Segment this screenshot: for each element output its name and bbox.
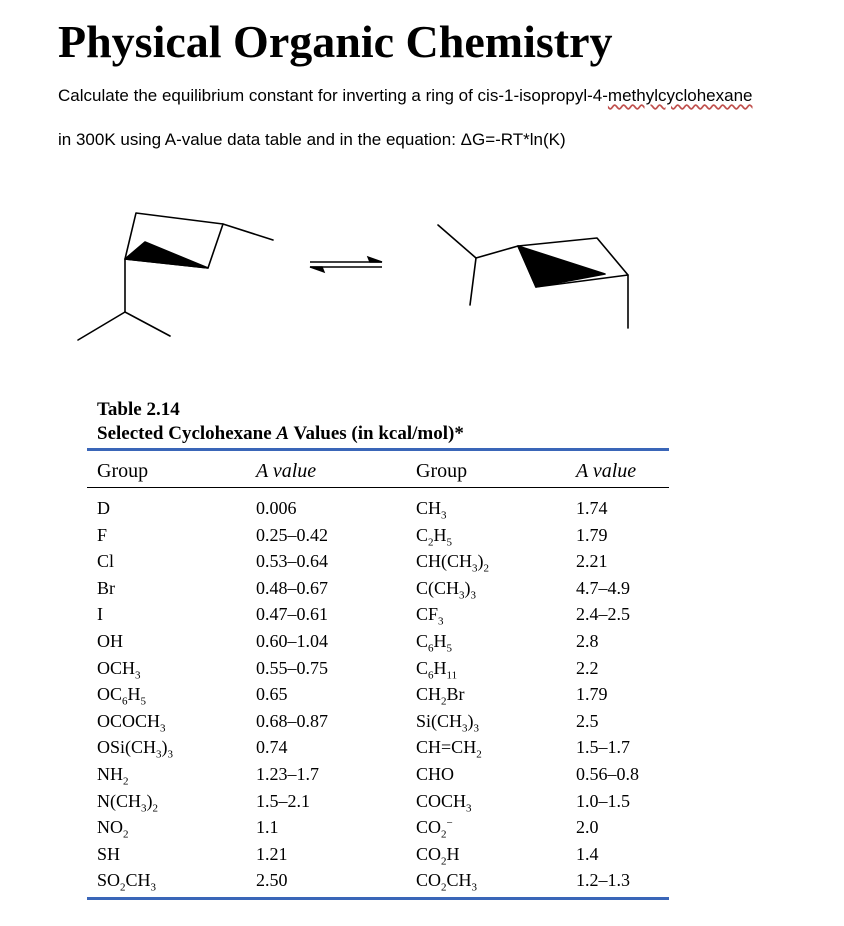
left-group-cell-14: $SO_2CH_3$ <box>97 870 157 894</box>
right-avalue-cell-8: 2.5 <box>576 710 599 731</box>
header-avalue-right: A value <box>576 460 637 482</box>
document-title: Physical Organic Chemistry <box>58 16 613 67</box>
right-group-cell-11: $COCH_3$ <box>416 790 472 815</box>
right-avalue-column <box>576 495 639 894</box>
right-group-cell-10: CHO <box>416 763 455 784</box>
question-line-1-prefix: Calculate the equilibrium constant for inverting a ring of cis-1-isopropyl-4- <box>58 86 608 105</box>
right-group-cell-12: $CO_2^-$ <box>416 817 453 841</box>
right-group-cell-0: $CH_3$ <box>416 498 447 522</box>
left-avalue-cell-5: 0.60–1.04 <box>256 630 328 651</box>
right-avalue-cell-11: 1.0–1.5 <box>576 790 630 811</box>
left-group-cell-5: OH <box>97 630 123 651</box>
left-avalue-cell-13: 1.21 <box>256 843 288 864</box>
right-group-column <box>416 495 489 894</box>
left-avalue-cell-2: 0.53–0.64 <box>256 551 328 572</box>
left-avalue-cell-4: 0.47–0.61 <box>256 604 328 625</box>
table-top-rule <box>87 448 669 451</box>
left-group-cell-8: $OCOCH_3$ <box>97 710 166 735</box>
right-avalue-cell-9: 1.5–1.7 <box>576 737 630 758</box>
left-group-cell-11: $N(CH_3)_2$ <box>97 790 159 815</box>
right-group-cell-14: $CO_2CH_3$ <box>416 870 478 894</box>
right-group-cell-8: $Si(CH_3)_3$ <box>416 710 480 735</box>
right-avalue-cell-12: 2.0 <box>576 817 599 838</box>
left-group-cell-10: $NH_2$ <box>97 763 129 788</box>
table-title: Selected Cyclohexane A Values (in kcal/mol)* <box>97 423 464 444</box>
left-group-cell-2: Cl <box>97 551 115 572</box>
right-avalue-cell-13: 1.4 <box>576 843 599 864</box>
left-group-cell-0: D <box>97 498 110 518</box>
left-avalue-cell-12: 1.1 <box>256 817 279 838</box>
question-line-2: in 300K using A-value data table and in the equation: ΔG=-RT*ln(K) <box>58 130 566 149</box>
left-avalue-cell-3: 0.48–0.67 <box>256 577 328 598</box>
right-avalue-cell-7: 1.79 <box>576 684 608 705</box>
right-group-cell-2: $CH(CH_3)_2$ <box>416 551 490 575</box>
left-avalue-column <box>256 495 328 894</box>
question-text <box>58 84 818 152</box>
right-group-cell-9: $CH=CH_2$ <box>416 737 482 761</box>
left-avalue-cell-8: 0.68–0.87 <box>256 710 328 731</box>
table-bottom-rule <box>87 897 669 900</box>
left-avalue-cell-14: 2.50 <box>256 870 288 891</box>
header-divider <box>87 487 669 488</box>
header-group-left: Group <box>97 460 149 482</box>
right-avalue-cell-1: 1.79 <box>576 524 608 545</box>
right-chair-structure <box>438 225 628 328</box>
left-group-cell-7: $OC_6H_5$ <box>97 684 147 708</box>
header-group-right: Group <box>416 460 468 482</box>
left-avalue-cell-1: 0.25–0.42 <box>256 524 328 545</box>
left-avalue-cell-11: 1.5–2.1 <box>256 790 310 811</box>
right-avalue-cell-2: 2.21 <box>576 551 608 572</box>
left-group-cell-13: SH <box>97 843 121 864</box>
table-caption <box>97 398 464 446</box>
left-group-column <box>97 495 173 894</box>
left-avalue-cell-6: 0.55–0.75 <box>256 657 328 678</box>
left-group-cell-4: I <box>97 604 103 625</box>
right-avalue-cell-5: 2.8 <box>576 630 599 651</box>
spellcheck-flagged-word[interactable]: methylcyclohexane <box>607 86 753 105</box>
left-group-cell-3: Br <box>97 577 116 598</box>
left-group-cell-9: $OSi(CH_3)_3$ <box>97 737 174 761</box>
right-group-cell-4: $CF_3$ <box>416 604 444 628</box>
equilibrium-arrows-icon <box>310 257 382 272</box>
right-avalue-cell-10: 0.56–0.8 <box>576 763 639 784</box>
left-group-cell-1: F <box>97 524 108 545</box>
right-avalue-cell-3: 4.7–4.9 <box>576 577 630 598</box>
right-group-cell-6: $C_6H_{11}$ <box>416 657 458 682</box>
right-group-cell-7: $CH_2Br$ <box>416 684 465 708</box>
right-avalue-cell-0: 1.74 <box>576 498 608 518</box>
right-group-cell-13: $CO_2H$ <box>416 843 460 868</box>
right-group-cell-3: $C(CH_3)_3$ <box>416 577 477 602</box>
left-group-cell-12: $NO_2$ <box>97 817 129 841</box>
table-number: Table 2.14 <box>97 399 180 420</box>
header-avalue-left: A value <box>256 460 317 482</box>
left-avalue-cell-7: 0.65 <box>256 684 288 705</box>
left-avalue-cell-0: 0.006 <box>256 498 297 518</box>
left-chair-structure <box>78 213 273 340</box>
ring-flip-diagram <box>0 195 844 355</box>
left-group-cell-6: $OCH_3$ <box>97 657 141 682</box>
left-avalue-cell-10: 1.23–1.7 <box>256 763 319 784</box>
left-avalue-cell-9: 0.74 <box>256 737 288 758</box>
right-group-cell-5: $C_6H_5$ <box>416 630 453 655</box>
right-group-cell-1: $C_2H_5$ <box>416 524 453 549</box>
question-line-1 <box>58 84 818 108</box>
right-avalue-cell-14: 1.2–1.3 <box>576 870 630 891</box>
right-avalue-cell-4: 2.4–2.5 <box>576 604 630 625</box>
right-avalue-cell-6: 2.2 <box>576 657 599 678</box>
